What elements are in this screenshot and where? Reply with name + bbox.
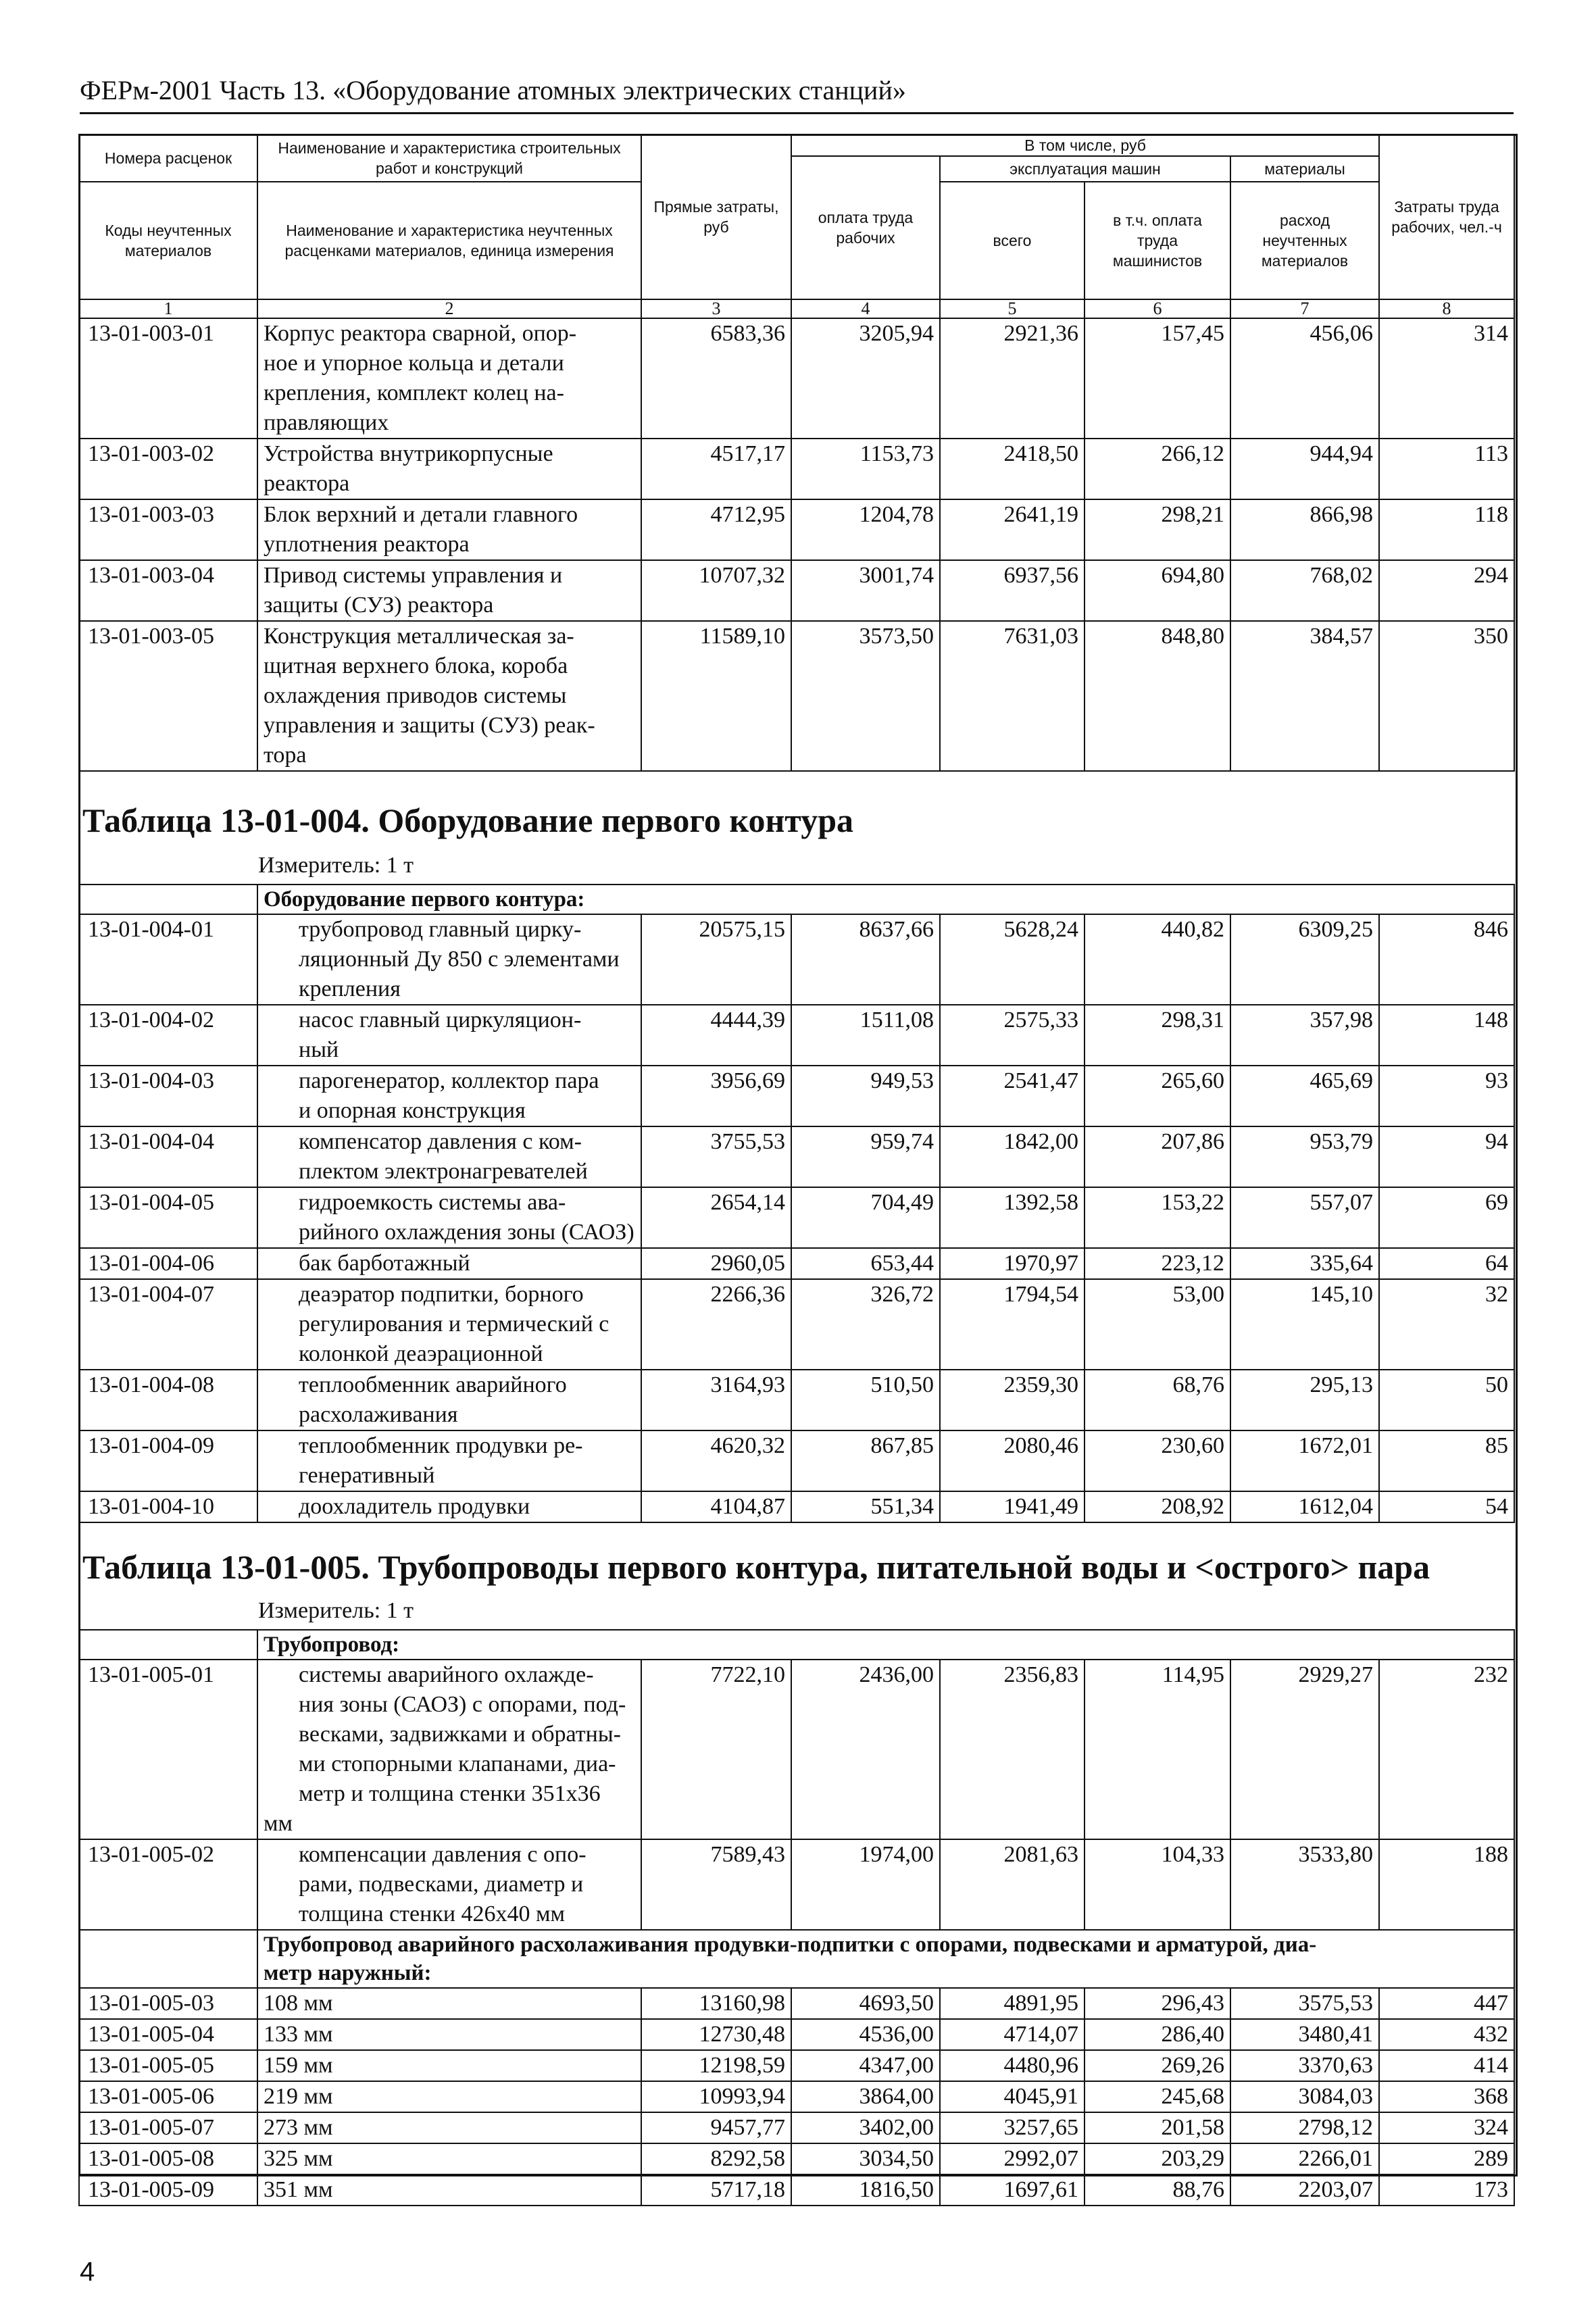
page-header: ФЕРм-2001 Часть 13. «Оборудование атомных электрических станций»	[80, 75, 906, 105]
labor-pay: 4693,50	[791, 1988, 940, 2019]
rate-code: 13-01-005-03	[79, 1988, 257, 2019]
labor-hours: 94	[1379, 1126, 1514, 1187]
labor-pay: 8637,66	[791, 914, 940, 1005]
materials: 3480,41	[1230, 2019, 1379, 2050]
machines-operators: 153,22	[1084, 1187, 1230, 1248]
rate-name-line: защиты (СУЗ) реактора	[264, 593, 494, 618]
table-row	[79, 439, 1514, 499]
rate-name-line: правляющих	[264, 410, 389, 435]
materials: 866,98	[1230, 499, 1379, 560]
table-row	[79, 2019, 1514, 2050]
header-name-bottom: Наименование и характеристика неучтенных расценками материалов, единица измерения	[257, 182, 641, 299]
direct-cost: 13160,98	[641, 1988, 791, 2019]
rate-name-line: весками, задвижками и обратны-	[299, 1722, 621, 1747]
rate-name-line: Привод системы управления и	[264, 563, 563, 588]
table-row	[79, 1491, 1514, 1522]
table-005-group: Трубопровод:	[257, 1630, 1514, 1660]
rate-name	[257, 1126, 641, 1187]
table-row	[79, 1126, 1514, 1187]
table-row	[79, 1660, 1514, 1839]
table-005-title: Таблица 13-01-005. Трубопроводы первого контура, питательной воды и <острого> пара	[82, 1548, 1430, 1586]
rate-code: 13-01-004-06	[79, 1248, 257, 1279]
rate-code: 13-01-005-09	[79, 2174, 257, 2206]
header-direct-cost: Прямые затраты, руб	[641, 134, 791, 299]
rate-name-line: Блок верхний и детали главного	[264, 502, 578, 527]
rate-name-line: бак барботажный	[299, 1251, 470, 1276]
rate-name	[257, 1430, 641, 1491]
rate-name-line: парогенератор, коллектор пара	[299, 1068, 599, 1093]
rate-name-line: компенсации давления с опо-	[299, 1842, 587, 1867]
machines-total: 4045,91	[940, 2081, 1084, 2112]
rate-name	[257, 1248, 641, 1279]
table-row	[79, 499, 1514, 560]
rate-name	[257, 318, 641, 439]
machines-operators: 88,76	[1084, 2174, 1230, 2206]
rate-name	[257, 1187, 641, 1248]
rate-name	[257, 499, 641, 560]
col-number: 8	[1379, 299, 1514, 318]
materials: 2203,07	[1230, 2174, 1379, 2206]
machines-total: 2992,07	[940, 2143, 1084, 2174]
materials: 2798,12	[1230, 2112, 1379, 2143]
direct-cost: 9457,77	[641, 2112, 791, 2143]
header-labor-hours: Затраты труда рабочих, чел.-ч	[1379, 134, 1514, 299]
materials: 384,57	[1230, 621, 1379, 771]
rate-name-line: ляционный Ду 850 с элементами	[299, 947, 620, 972]
rate-code: 13-01-003-03	[79, 499, 257, 560]
direct-cost: 4712,95	[641, 499, 791, 560]
labor-hours: 350	[1379, 621, 1514, 771]
table-004-title: Таблица 13-01-004. Оборудование первого контура	[82, 801, 854, 839]
labor-hours: 118	[1379, 499, 1514, 560]
header-rule	[80, 112, 1514, 114]
machines-total: 1794,54	[940, 1279, 1084, 1370]
machines-operators: 230,60	[1084, 1430, 1230, 1491]
table-row	[79, 2081, 1514, 2112]
labor-pay: 326,72	[791, 1279, 940, 1370]
table-005	[78, 1629, 1515, 2206]
machines-total: 2921,36	[940, 318, 1084, 439]
machines-total: 2541,47	[940, 1066, 1084, 1126]
rate-name: 133 мм	[257, 2019, 641, 2050]
direct-cost: 4620,32	[641, 1430, 791, 1491]
rate-code: 13-01-004-10	[79, 1491, 257, 1522]
direct-cost: 7722,10	[641, 1660, 791, 1839]
rate-code: 13-01-005-08	[79, 2143, 257, 2174]
rate-name-line: ный	[299, 1037, 339, 1062]
labor-hours: 846	[1379, 914, 1514, 1005]
machines-operators: 201,58	[1084, 2112, 1230, 2143]
table-row	[79, 560, 1514, 621]
labor-hours: 432	[1379, 2019, 1514, 2050]
col-number: 2	[257, 299, 641, 318]
machines-total: 4480,96	[940, 2050, 1084, 2081]
rate-name: 108 мм	[257, 1988, 641, 2019]
materials: 3370,63	[1230, 2050, 1379, 2081]
machines-total: 1941,49	[940, 1491, 1084, 1522]
labor-pay: 4536,00	[791, 2019, 940, 2050]
direct-cost: 2654,14	[641, 1187, 791, 1248]
rate-name	[257, 1491, 641, 1522]
labor-pay: 1816,50	[791, 2174, 940, 2206]
rate-name-line: управления и защиты (СУЗ) реак-	[264, 713, 595, 738]
header-name-top: Наименование и характеристика строительных работ и конструкций	[257, 134, 641, 182]
rate-code: 13-01-004-04	[79, 1126, 257, 1187]
labor-hours: 368	[1379, 2081, 1514, 2112]
machines-total: 4714,07	[940, 2019, 1084, 2050]
rate-name: 325 мм	[257, 2143, 641, 2174]
rate-code: 13-01-004-01	[79, 914, 257, 1005]
direct-cost: 5717,18	[641, 2174, 791, 2206]
rate-name-line: тора	[264, 743, 307, 768]
machines-operators: 157,45	[1084, 318, 1230, 439]
rate-name: 273 мм	[257, 2112, 641, 2143]
table-row	[79, 1066, 1514, 1126]
rate-name-line: и опорная конструкция	[299, 1098, 526, 1123]
direct-cost: 4444,39	[641, 1005, 791, 1066]
machines-total: 2081,63	[940, 1839, 1084, 1930]
labor-pay: 4347,00	[791, 2050, 940, 2081]
table-row	[79, 1839, 1514, 1930]
materials: 557,07	[1230, 1187, 1379, 1248]
machines-operators: 440,82	[1084, 914, 1230, 1005]
labor-hours: 93	[1379, 1066, 1514, 1126]
labor-pay: 1204,78	[791, 499, 940, 560]
rate-code: 13-01-004-03	[79, 1066, 257, 1126]
labor-pay: 3864,00	[791, 2081, 940, 2112]
rate-name-line: реактора	[264, 471, 350, 496]
page-number: 4	[80, 2257, 95, 2287]
machines-operators: 114,95	[1084, 1660, 1230, 1839]
labor-hours: 294	[1379, 560, 1514, 621]
table-004-group: Оборудование первого контура:	[257, 885, 1514, 914]
labor-pay: 3034,50	[791, 2143, 940, 2174]
header-including: В том числе, руб	[791, 134, 1379, 156]
direct-cost: 7589,43	[641, 1839, 791, 1930]
rate-name-line: ное и упорное кольца и детали	[264, 351, 564, 376]
rate-name: 159 мм	[257, 2050, 641, 2081]
rate-name	[257, 1660, 641, 1839]
labor-pay: 867,85	[791, 1430, 940, 1491]
labor-hours: 54	[1379, 1491, 1514, 1522]
labor-hours: 85	[1379, 1430, 1514, 1491]
table-row	[79, 1988, 1514, 2019]
labor-pay: 2436,00	[791, 1660, 940, 1839]
materials: 3533,80	[1230, 1839, 1379, 1930]
table-005-group-2	[257, 1930, 1514, 1988]
labor-pay: 3205,94	[791, 318, 940, 439]
rate-code: 13-01-004-09	[79, 1430, 257, 1491]
direct-cost: 2960,05	[641, 1248, 791, 1279]
machines-total: 3257,65	[940, 2112, 1084, 2143]
header-machines: эксплуатация машин	[940, 156, 1230, 182]
materials: 6309,25	[1230, 914, 1379, 1005]
rate-code: 13-01-005-07	[79, 2112, 257, 2143]
rate-name	[257, 1370, 641, 1430]
header-machines-total: всего	[940, 182, 1084, 299]
table-row	[79, 1248, 1514, 1279]
labor-hours: 50	[1379, 1370, 1514, 1430]
machines-total: 2418,50	[940, 439, 1084, 499]
machines-total: 6937,56	[940, 560, 1084, 621]
direct-cost: 4517,17	[641, 439, 791, 499]
materials: 465,69	[1230, 1066, 1379, 1126]
machines-total: 5628,24	[940, 914, 1084, 1005]
rate-code: 13-01-005-05	[79, 2050, 257, 2081]
materials: 456,06	[1230, 318, 1379, 439]
direct-cost: 12198,59	[641, 2050, 791, 2081]
machines-operators: 694,80	[1084, 560, 1230, 621]
rate-name-line: доохладитель продувки	[299, 1494, 530, 1519]
labor-hours: 289	[1379, 2143, 1514, 2174]
labor-pay: 510,50	[791, 1370, 940, 1430]
rate-name-line: регулирования и термический с	[299, 1312, 609, 1337]
machines-operators: 203,29	[1084, 2143, 1230, 2174]
direct-cost: 10707,32	[641, 560, 791, 621]
group-2-line: Трубопровод аварийного расхолаживания продувки-подпитки с опорами, подвесками и арматурой, диа-	[264, 1933, 1317, 1957]
machines-operators: 104,33	[1084, 1839, 1230, 1930]
rate-name: 219 мм	[257, 2081, 641, 2112]
rate-code: 13-01-005-01	[79, 1660, 257, 1839]
machines-total: 1392,58	[940, 1187, 1084, 1248]
rate-name-line: теплообменник аварийного	[299, 1372, 567, 1397]
rate-name-line: рами, подвесками, диаметр и	[299, 1872, 584, 1897]
rate-code: 13-01-005-06	[79, 2081, 257, 2112]
rate-name	[257, 621, 641, 771]
rate-code: 13-01-003-05	[79, 621, 257, 771]
materials: 944,94	[1230, 439, 1379, 499]
col-number: 5	[940, 299, 1084, 318]
machines-total: 7631,03	[940, 621, 1084, 771]
machines-operators: 298,31	[1084, 1005, 1230, 1066]
table-row	[79, 1430, 1514, 1491]
labor-hours: 113	[1379, 439, 1514, 499]
labor-pay: 3573,50	[791, 621, 940, 771]
table-row	[79, 2174, 1514, 2206]
rate-code: 13-01-003-04	[79, 560, 257, 621]
machines-total: 2359,30	[940, 1370, 1084, 1430]
labor-hours: 32	[1379, 1279, 1514, 1370]
direct-cost: 20575,15	[641, 914, 791, 1005]
table-row	[79, 1279, 1514, 1370]
labor-pay: 1511,08	[791, 1005, 940, 1066]
rate-name-line: колонкой деаэрационной	[299, 1341, 543, 1366]
machines-operators: 266,12	[1084, 439, 1230, 499]
machines-total: 1970,97	[940, 1248, 1084, 1279]
labor-hours: 69	[1379, 1187, 1514, 1248]
materials: 1612,04	[1230, 1491, 1379, 1522]
machines-total: 2080,46	[940, 1430, 1084, 1491]
machines-operators: 223,12	[1084, 1248, 1230, 1279]
labor-pay: 3402,00	[791, 2112, 940, 2143]
rate-name-line: гидроемкость системы ава-	[299, 1190, 566, 1215]
rate-code: 13-01-003-01	[79, 318, 257, 439]
rate-name	[257, 439, 641, 499]
table-005-unit: Измеритель: 1 т	[258, 1598, 414, 1623]
machines-total: 4891,95	[940, 1988, 1084, 2019]
table-row	[79, 318, 1514, 439]
machines-operators: 296,43	[1084, 1988, 1230, 2019]
rate-name-line: толщина стенки 426х40 мм	[299, 1901, 566, 1926]
col-number: 3	[641, 299, 791, 318]
labor-hours: 232	[1379, 1660, 1514, 1839]
direct-cost: 6583,36	[641, 318, 791, 439]
machines-operators: 269,26	[1084, 2050, 1230, 2081]
materials: 357,98	[1230, 1005, 1379, 1066]
rate-name-line: генеративный	[299, 1463, 435, 1488]
header-codes-top: Номера расценок	[79, 134, 257, 182]
materials: 3084,03	[1230, 2081, 1379, 2112]
rate-name-line: Устройства внутрикорпусные	[264, 441, 553, 466]
machines-total: 1842,00	[940, 1126, 1084, 1187]
header-materials-unaccounted: расход неучтенных материалов	[1230, 182, 1379, 299]
rate-name-line: крепления	[299, 976, 401, 1001]
header-machines-operators: в т.ч. оплата труда машинистов	[1084, 182, 1230, 299]
labor-hours: 173	[1379, 2174, 1514, 2206]
materials: 2266,01	[1230, 2143, 1379, 2174]
table-004-unit: Измеритель: 1 т	[258, 853, 414, 878]
labor-pay: 959,74	[791, 1126, 940, 1187]
rate-name	[257, 914, 641, 1005]
rate-code: 13-01-004-08	[79, 1370, 257, 1430]
table-row	[79, 914, 1514, 1005]
header-labor-pay: оплата труда рабочих	[791, 156, 940, 299]
table-row	[79, 1370, 1514, 1430]
rate-code: 13-01-004-05	[79, 1187, 257, 1248]
machines-operators: 208,92	[1084, 1491, 1230, 1522]
rate-name-line: Конструкция металлическая за-	[264, 624, 574, 649]
rate-name-line: плектом электронагревателей	[299, 1159, 588, 1184]
rate-name-line: деаэратор подпитки, борного	[299, 1282, 584, 1307]
rate-name-line: щитная верхнего блока, короба	[264, 653, 568, 678]
rate-name-line: охлаждения приводов системы	[264, 683, 567, 708]
labor-hours: 148	[1379, 1005, 1514, 1066]
rate-name-line: расхолаживания	[299, 1402, 458, 1427]
table-row	[79, 621, 1514, 771]
group-2-line: метр наружный:	[264, 1961, 432, 1985]
rate-name	[257, 1279, 641, 1370]
labor-pay: 551,34	[791, 1491, 940, 1522]
machines-total: 1697,61	[940, 2174, 1084, 2206]
materials: 768,02	[1230, 560, 1379, 621]
materials: 335,64	[1230, 1248, 1379, 1279]
direct-cost: 12730,48	[641, 2019, 791, 2050]
rate-code: 13-01-003-02	[79, 439, 257, 499]
direct-cost: 11589,10	[641, 621, 791, 771]
table-header	[78, 134, 1515, 772]
rate-name-line: уплотнения реактора	[264, 532, 470, 557]
labor-pay: 949,53	[791, 1066, 940, 1126]
header-materials: материалы	[1230, 156, 1379, 182]
rate-name-line: теплообменник продувки ре-	[299, 1433, 583, 1458]
rate-name-line: компенсатор давления с ком-	[299, 1129, 582, 1154]
labor-pay: 1974,00	[791, 1839, 940, 1930]
direct-cost: 3164,93	[641, 1370, 791, 1430]
machines-operators: 265,60	[1084, 1066, 1230, 1126]
machines-operators: 245,68	[1084, 2081, 1230, 2112]
rate-name-line: системы аварийного охлажде-	[299, 1662, 594, 1687]
rate-name-line: насос главный циркуляцион-	[299, 1007, 582, 1032]
table-row	[79, 2050, 1514, 2081]
labor-pay: 3001,74	[791, 560, 940, 621]
col-number: 7	[1230, 299, 1379, 318]
table-row	[79, 2112, 1514, 2143]
rate-name	[257, 1066, 641, 1126]
machines-operators: 298,21	[1084, 499, 1230, 560]
rate-name-line: ми стопорными клапанами, диа-	[299, 1751, 616, 1776]
labor-hours: 324	[1379, 2112, 1514, 2143]
rate-name-line: рийного охлаждения зоны (САОЗ)	[299, 1220, 634, 1245]
materials: 295,13	[1230, 1370, 1379, 1430]
materials: 3575,53	[1230, 1988, 1379, 2019]
rate-name-line: Корпус реактора сварной, опор-	[264, 321, 577, 346]
machines-operators: 848,80	[1084, 621, 1230, 771]
direct-cost: 2266,36	[641, 1279, 791, 1370]
rate-code: 13-01-005-04	[79, 2019, 257, 2050]
rate-name	[257, 560, 641, 621]
machines-total: 2641,19	[940, 499, 1084, 560]
rate-name	[257, 1005, 641, 1066]
labor-hours: 314	[1379, 318, 1514, 439]
col-number: 1	[79, 299, 257, 318]
rate-name-line: трубопровод главный цирку-	[299, 917, 582, 942]
direct-cost: 10993,94	[641, 2081, 791, 2112]
rate-code: 13-01-004-02	[79, 1005, 257, 1066]
direct-cost: 3755,53	[641, 1126, 791, 1187]
labor-hours: 188	[1379, 1839, 1514, 1930]
machines-operators: 68,76	[1084, 1370, 1230, 1430]
labor-pay: 1153,73	[791, 439, 940, 499]
direct-cost: 3956,69	[641, 1066, 791, 1126]
direct-cost: 8292,58	[641, 2143, 791, 2174]
materials: 953,79	[1230, 1126, 1379, 1187]
rate-code: 13-01-004-07	[79, 1279, 257, 1370]
machines-operators: 286,40	[1084, 2019, 1230, 2050]
labor-hours: 447	[1379, 1988, 1514, 2019]
table-row	[79, 1005, 1514, 1066]
rate-name	[257, 1839, 641, 1930]
rate-name-line: крепления, комплект колец на-	[264, 380, 564, 405]
machines-total: 2356,83	[940, 1660, 1084, 1839]
labor-pay: 653,44	[791, 1248, 940, 1279]
table-row	[79, 1187, 1514, 1248]
materials: 145,10	[1230, 1279, 1379, 1370]
col-number: 6	[1084, 299, 1230, 318]
machines-operators: 207,86	[1084, 1126, 1230, 1187]
labor-hours: 414	[1379, 2050, 1514, 2081]
rate-name: 351 мм	[257, 2174, 641, 2206]
table-004	[78, 884, 1515, 1523]
table-row	[79, 2143, 1514, 2174]
col-number: 4	[791, 299, 940, 318]
labor-pay: 704,49	[791, 1187, 940, 1248]
rate-code: 13-01-005-02	[79, 1839, 257, 1930]
materials: 2929,27	[1230, 1660, 1379, 1839]
rate-name-line: метр и толщина стенки 351х36 мм	[264, 1781, 601, 1836]
machines-total: 2575,33	[940, 1005, 1084, 1066]
rate-name-line: ния зоны (САОЗ) с опорами, под-	[299, 1692, 626, 1717]
materials: 1672,01	[1230, 1430, 1379, 1491]
direct-cost: 4104,87	[641, 1491, 791, 1522]
labor-hours: 64	[1379, 1248, 1514, 1279]
header-codes-bottom: Коды неучтенных материалов	[79, 182, 257, 299]
machines-operators: 53,00	[1084, 1279, 1230, 1370]
